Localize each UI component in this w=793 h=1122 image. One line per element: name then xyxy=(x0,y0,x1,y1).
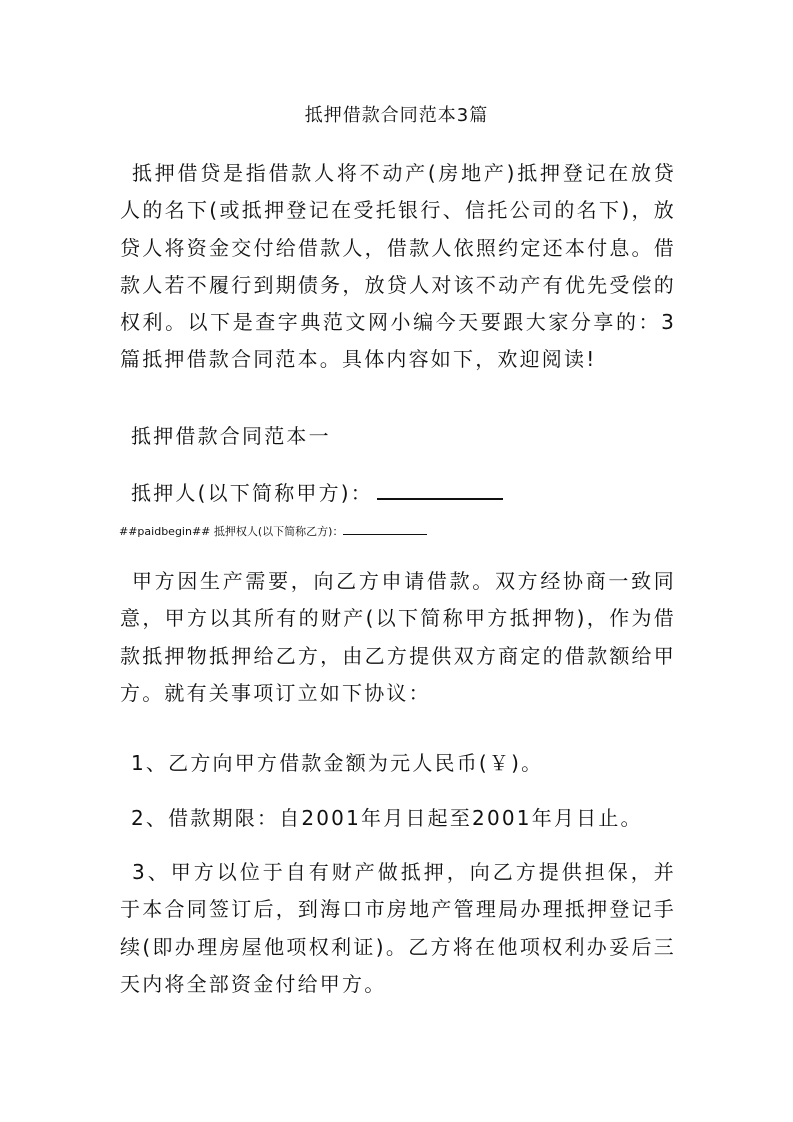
mortgagee-blank xyxy=(343,525,427,535)
mortgagee-line xyxy=(119,523,427,541)
intro-paragraph: 抵押借贷是指借款人将不动产(房地产)抵押登记在放贷人的名下(或抵押登记在受托银行、信托公司的名下)，放贷人将资金交付给借款人，借款人依照约定还本付息。借款人若不履行到期债务，放贷人对该不动产有优先受偿的权利。以下是查字典范文网小编今天要跟大家分享的：3篇抵押借款合同范本。具体内容如下，欢迎阅读! xyxy=(120,161,676,372)
mortgagor-line xyxy=(131,478,503,508)
mortgagor-label: 抵押人(以下简称甲方)： xyxy=(131,481,374,505)
document-title: 抵押借款合同范本3篇 xyxy=(304,105,489,126)
clause-2: 2、借款期限：自2001年月日起至2001年月日止。 xyxy=(131,806,643,830)
mortgagor-blank xyxy=(377,480,503,500)
clause-1: 1、乙方向甲方借款金额为元人民币(￥)。 xyxy=(131,751,544,775)
paid-marker: ##paidbegin## xyxy=(119,525,211,538)
agreement-paragraph: 甲方因生产需要，向乙方申请借款。双方经协商一致同意，甲方以其所有的财产(以下简称甲方抵押物)，作为借款抵押物抵押给乙方，由乙方提供双方商定的借款额给甲方。就有关事项订立如下协议： xyxy=(120,569,676,705)
section-heading: 抵押借款合同范本一 xyxy=(131,424,331,448)
clause-3: 3、甲方以位于自有财产做抵押，向乙方提供担保，并于本合同签订后，到海口市房地产管理局办理抵押登记手续(即办理房屋他项权利证)。乙方将在他项权利办妥后三天内将全部资金付给甲方。 xyxy=(120,860,676,996)
mortgagee-label: 抵押权人(以下简称乙方)： xyxy=(213,525,344,538)
